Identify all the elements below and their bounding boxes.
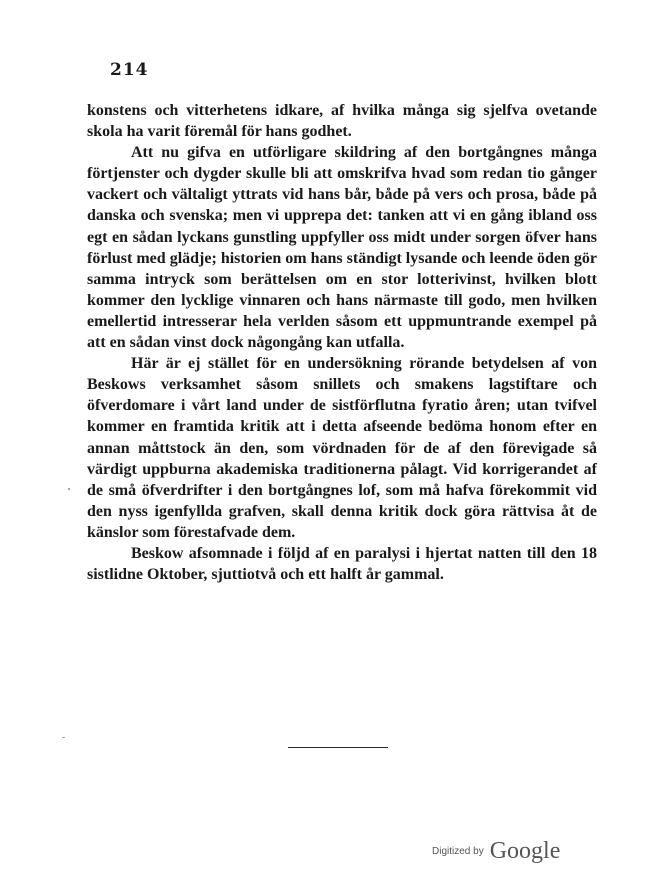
google-logo: Google	[489, 838, 561, 864]
body-text	[87, 100, 597, 585]
paragraph-4: Beskow afsomnade i följd af en paralysi i hjertat natten till den 18 sistlidne Oktober, sjuttiotvå och ett halft år gammal.	[87, 544, 597, 584]
paragraph-2: Att nu gifva en utförligare skildring af den bortgångnes många förtjenster och dygder skulle bli att omskrifva hvad som redan tio gånger vackert och vältaligt yttrats vid hans bår, både på vers och prosa, både på danska och svenska; men vi upprepa det: tanken att vi en gång ibland oss egt en sådan lyckans gunstling uppfyller oss midt under sorgen öfver hans förlust med glädje; historien om hans ständigt lysande och leende öden gör samma intryck som berättelsen om en stor lotterivinst, hvilken blott kommer den lycklige vinnaren och hans närmaste till godo, men hvilken emellertid intresserar hela verlden såsom ett uppmuntrande exempel på att en sådan vinst dock någongång kan utfalla.	[87, 144, 597, 352]
paragraph-3: Här är ej stället för en undersökning rörande betydelsen af von Beskows verksamhet såsom snillets och smakens lagstiftare och öfverdomare i vårt land under de sistförflutna fyratio åren; utan tvifvel kommer en framtida kritik att i detta afseende bedöma honom efter en annan måttstock än den, som vördnaden för de af den förevigade så värdigt uppburna akademiska traditionerna pålagt. Vid korrigerandet af de små öfverdrifter i den bortgångnes lof, som må hafva förekommit vid den nyss igenfyllda grafven, skall denna kritik dock göra rättvisa åt de känslor som förestafvade dem.	[87, 355, 597, 541]
section-end-rule	[288, 747, 388, 748]
scan-speck	[62, 737, 65, 738]
scan-speck	[68, 488, 70, 490]
paragraph-1: konstens och vitterhetens idkare, af hvilka många sig sjelfva ovetande skola ha varit föremål för hans godhet.	[87, 102, 597, 141]
digitized-watermark	[432, 838, 560, 865]
watermark-prefix: Digitized by	[432, 846, 484, 857]
page-number: 214	[110, 60, 149, 80]
